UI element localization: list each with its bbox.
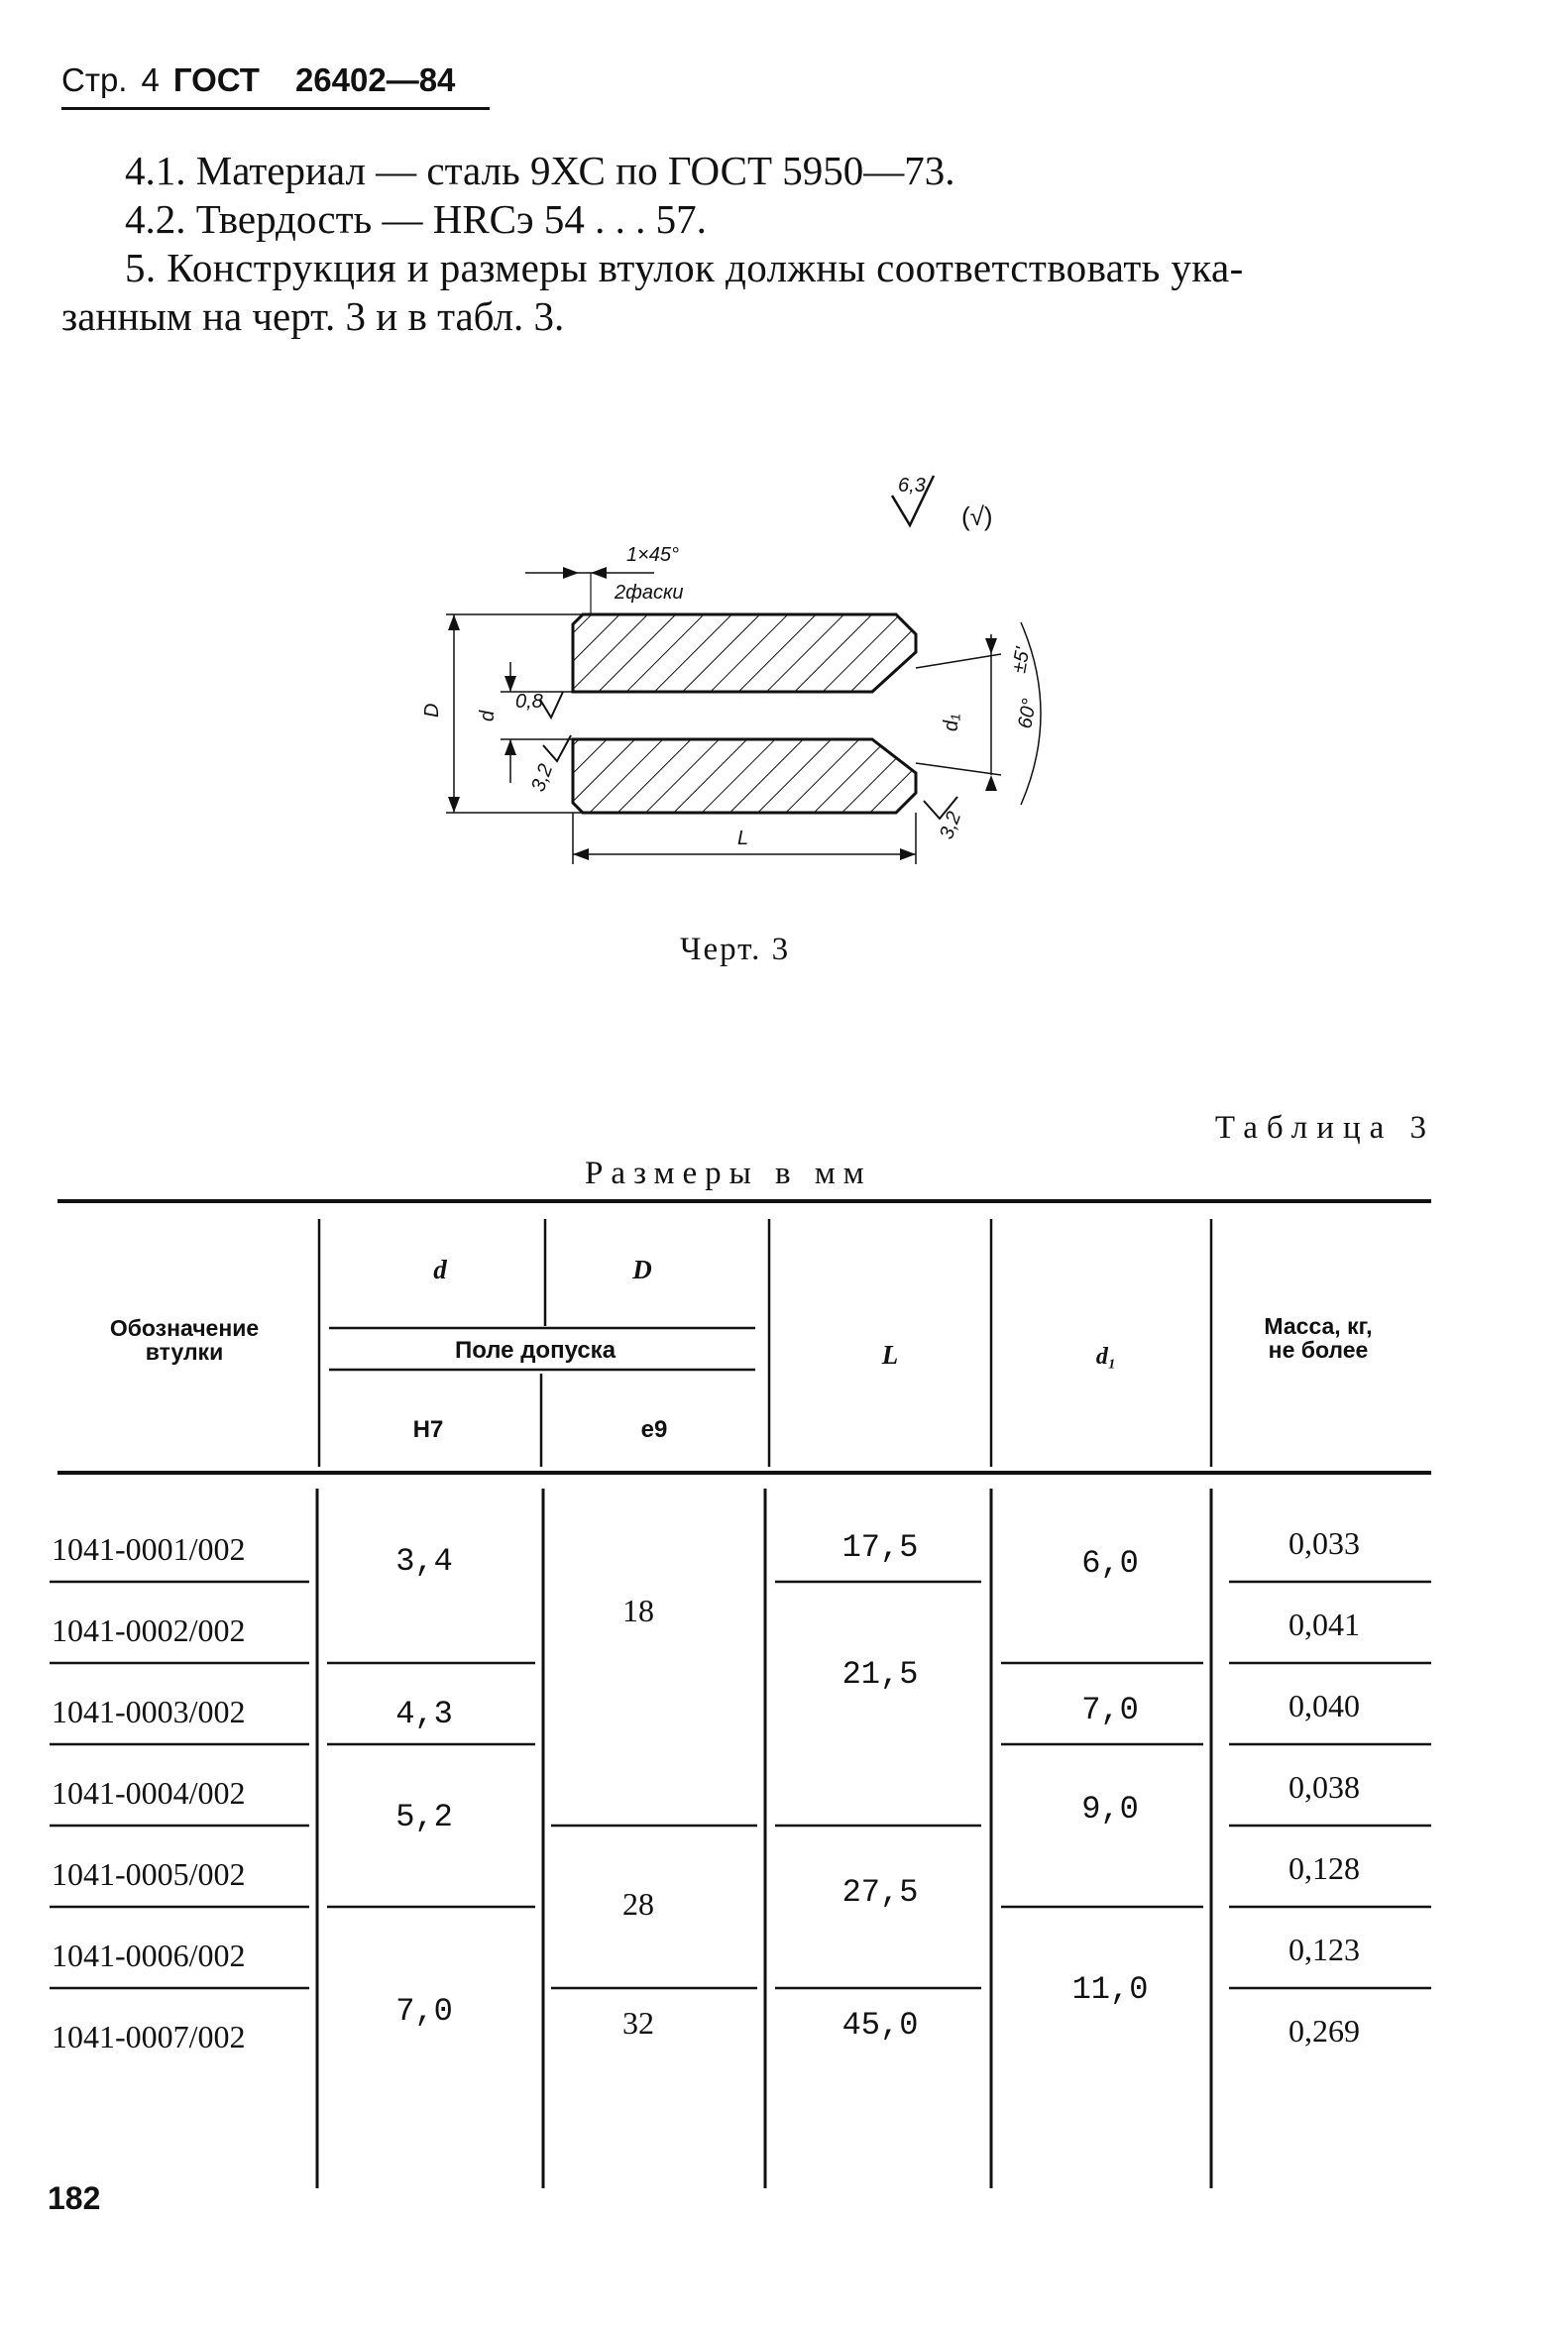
angle-tolerance-label: ±5' bbox=[1008, 645, 1035, 675]
d1-value-4: 11,0 bbox=[1071, 1971, 1149, 2008]
dim-L-label: L bbox=[737, 828, 749, 849]
designation-2: 1041-0002/002 bbox=[52, 1612, 246, 1648]
dimensions-table bbox=[0, 1179, 1568, 2200]
L-value-4: 45,0 bbox=[841, 2007, 919, 2044]
paragraph-material: 4.1. Материал — сталь 9ХС по ГОСТ 5950—73. bbox=[125, 148, 955, 193]
roughness-face-left-label: 3,2 bbox=[527, 761, 558, 795]
designation-3: 1041-0003/002 bbox=[52, 1694, 246, 1729]
table-label: Таблица 3 bbox=[1214, 1110, 1435, 1146]
d-value-1: 3,4 bbox=[395, 1543, 453, 1580]
d1-value-1: 6,0 bbox=[1081, 1545, 1139, 1582]
header-designation-2: втулки bbox=[145, 1339, 224, 1365]
header-d: d bbox=[433, 1255, 447, 1284]
header-field-tolerance: Поле допуска bbox=[454, 1337, 616, 1364]
table-units: Размеры в мм bbox=[585, 1156, 872, 1191]
angle-label: 60° bbox=[1014, 697, 1042, 730]
D-value-2: 28 bbox=[622, 1886, 654, 1922]
header-L: L bbox=[881, 1340, 899, 1370]
d-value-4: 7,0 bbox=[395, 1993, 453, 2030]
paragraph-design-line2: занным на черт. 3 и в табл. 3. bbox=[61, 293, 565, 339]
header-e9: e9 bbox=[640, 1416, 668, 1443]
D-value-1: 18 bbox=[622, 1593, 654, 1628]
header-mass: Масса, кг, bbox=[1264, 1313, 1373, 1339]
header-D: D bbox=[632, 1255, 652, 1284]
bushing-drawing bbox=[0, 0, 1568, 912]
d1-value-2: 7,0 bbox=[1081, 1692, 1139, 1728]
mass-7: 0,269 bbox=[1288, 2013, 1360, 2049]
mass-1: 0,033 bbox=[1288, 1525, 1360, 1561]
section-upper-wall bbox=[573, 614, 916, 692]
header-d1: d₁ bbox=[1095, 1344, 1117, 1370]
page-number-top: 4 bbox=[141, 61, 160, 98]
D-value-3: 32 bbox=[622, 2005, 654, 2041]
roughness-face-right-label: 3,2 bbox=[936, 809, 966, 842]
d-value-2: 4,3 bbox=[395, 1696, 453, 1732]
d-value-3: 5,2 bbox=[395, 1799, 453, 1835]
roughness-other-label: (√) bbox=[961, 501, 993, 531]
header-mass-2: не более bbox=[1268, 1337, 1369, 1363]
page-label: Стр. bbox=[61, 61, 128, 98]
chamfer-note-label: 2фаски bbox=[615, 582, 684, 604]
dim-d1-label: d₁ bbox=[941, 714, 962, 731]
mass-4: 0,038 bbox=[1288, 1769, 1360, 1805]
dim-D-label: D bbox=[421, 703, 443, 718]
d1-value-3: 9,0 bbox=[1081, 1791, 1139, 1828]
chamfer-size-label: 1×45° bbox=[626, 544, 680, 566]
drawing-caption: Черт. 3 bbox=[680, 932, 791, 967]
L-value-3: 27,5 bbox=[841, 1874, 919, 1911]
paragraph-design-line1: 5. Конструкция и размеры втулок должны соответствовать ука- bbox=[125, 245, 1244, 290]
standard-label: ГОСТ bbox=[172, 61, 260, 98]
header-h7: H7 bbox=[412, 1416, 444, 1443]
dim-d-label: d bbox=[477, 710, 499, 721]
L-value-1: 17,5 bbox=[841, 1529, 919, 1566]
mass-3: 0,040 bbox=[1288, 1688, 1360, 1723]
roughness-main-label: 6,3 bbox=[898, 475, 926, 497]
header-designation: Обозначение bbox=[109, 1315, 260, 1341]
standard-number: 26402—84 bbox=[294, 61, 456, 98]
page-number-bottom: 182 bbox=[48, 2180, 101, 2216]
roughness-bore-label: 0,8 bbox=[515, 691, 543, 713]
paragraph-hardness: 4.2. Твердость — HRCэ 54 . . . 57. bbox=[125, 196, 707, 242]
designation-4: 1041-0004/002 bbox=[52, 1775, 246, 1811]
designation-7: 1041-0007/002 bbox=[52, 2019, 246, 2054]
mass-5: 0,128 bbox=[1288, 1850, 1360, 1886]
designation-6: 1041-0006/002 bbox=[52, 1938, 246, 1973]
section-lower-wall bbox=[573, 739, 916, 813]
mass-2: 0,041 bbox=[1288, 1607, 1360, 1642]
L-value-2: 21,5 bbox=[841, 1656, 919, 1693]
designation-1: 1041-0001/002 bbox=[52, 1531, 246, 1567]
mass-6: 0,123 bbox=[1288, 1932, 1360, 1967]
designation-5: 1041-0005/002 bbox=[52, 1856, 246, 1892]
